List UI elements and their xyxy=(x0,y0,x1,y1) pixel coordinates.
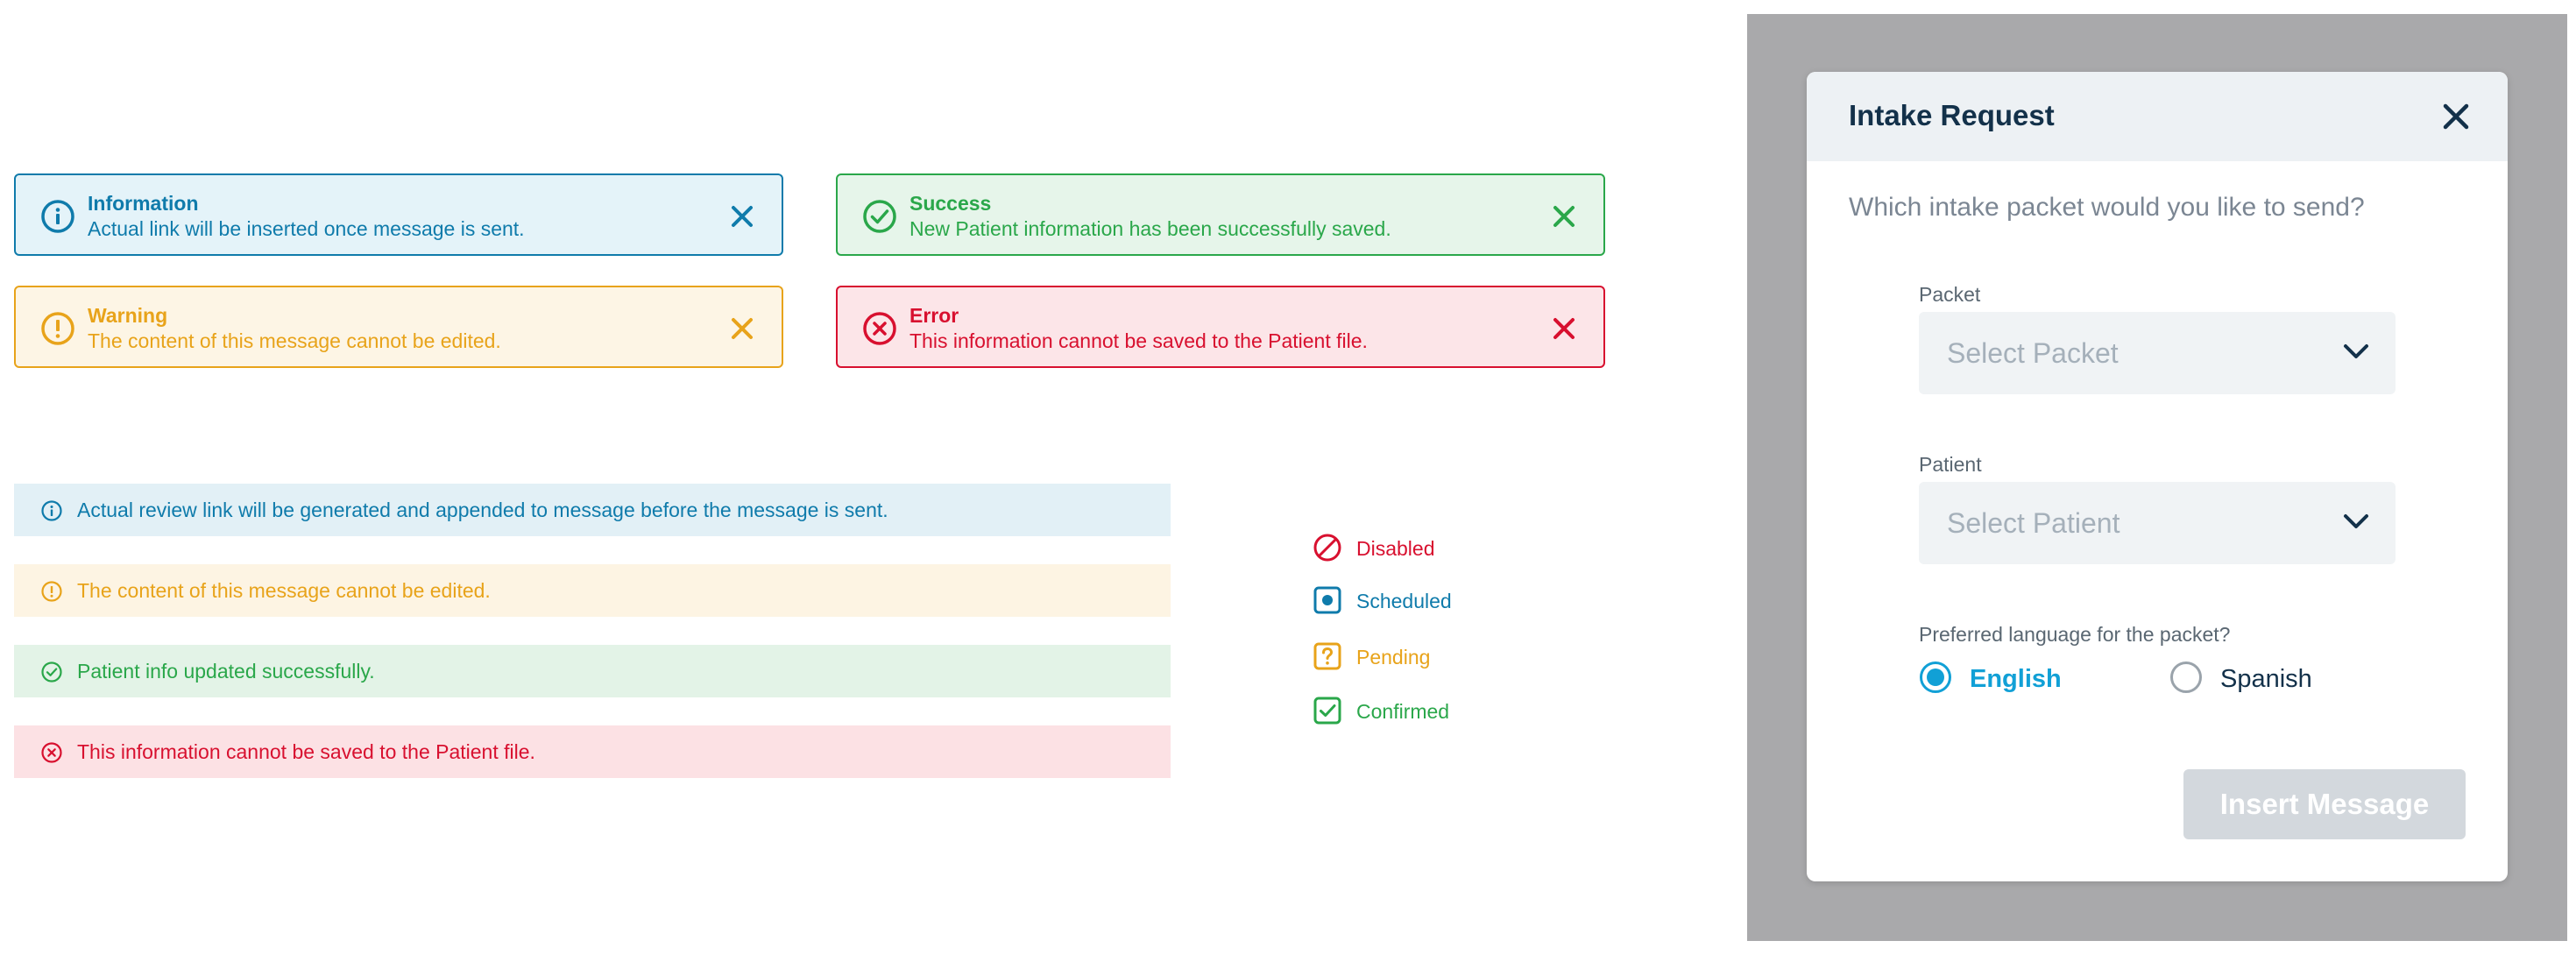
alert-title: Information xyxy=(88,192,199,215)
chevron-down-icon xyxy=(2343,342,2369,363)
alert-message: This information cannot be saved to the Patient file. xyxy=(909,329,1368,352)
close-icon[interactable] xyxy=(729,203,755,230)
alert-message: The content of this message cannot be edited. xyxy=(88,329,501,352)
banner-text: The content of this message cannot be edited. xyxy=(77,579,491,602)
modal-header xyxy=(1807,72,2508,161)
question-square-icon xyxy=(1313,641,1342,671)
alert-error-text xyxy=(909,303,1368,354)
modal-title: Intake Request xyxy=(1849,99,2055,131)
banner-success xyxy=(14,645,1171,697)
close-icon[interactable] xyxy=(2441,102,2471,131)
check-circle-icon xyxy=(862,199,897,234)
info-circle-icon xyxy=(40,199,75,234)
patient-select-placeholder: Select Patient xyxy=(1947,507,2120,539)
banner-warning xyxy=(14,564,1171,617)
status-label: Pending xyxy=(1356,646,1431,668)
banner-text: This information cannot be saved to the Patient file. xyxy=(77,740,535,763)
modal-question: Which intake packet would you like to send? xyxy=(1849,193,2365,222)
patient-label: Patient xyxy=(1919,453,1982,476)
banner-text: Actual review link will be generated and appended to message before the message is sent. xyxy=(77,499,888,521)
exclamation-circle-icon xyxy=(40,580,63,603)
packet-label: Packet xyxy=(1919,283,1981,306)
info-circle-icon xyxy=(40,499,63,522)
close-icon[interactable] xyxy=(729,315,755,342)
status-label: Confirmed xyxy=(1356,700,1450,723)
packet-select[interactable] xyxy=(1919,312,2396,394)
alert-information-text xyxy=(88,191,525,242)
insert-message-button[interactable]: Insert Message xyxy=(2183,769,2466,839)
check-circle-icon xyxy=(40,661,63,683)
x-circle-icon xyxy=(862,311,897,346)
close-icon[interactable] xyxy=(1551,203,1577,230)
patient-select[interactable] xyxy=(1919,482,2396,564)
banner-information xyxy=(14,484,1171,536)
banner-text: Patient info updated successfully. xyxy=(77,660,375,683)
alert-success xyxy=(836,173,1605,256)
alert-warning-text xyxy=(88,303,501,354)
status-label: Scheduled xyxy=(1356,590,1452,612)
language-label: Preferred language for the packet? xyxy=(1919,623,2231,646)
alert-title: Error xyxy=(909,304,959,327)
ban-icon xyxy=(1313,533,1342,562)
banner-error xyxy=(14,725,1171,778)
intake-request-modal xyxy=(1807,72,2508,881)
radio-label: English xyxy=(1970,665,2062,693)
close-icon[interactable] xyxy=(1551,315,1577,342)
scheduled-dot-icon xyxy=(1313,585,1342,615)
alert-error xyxy=(836,286,1605,368)
radio-label: Spanish xyxy=(2220,665,2312,693)
exclamation-circle-icon xyxy=(40,311,75,346)
alert-title: Success xyxy=(909,192,992,215)
alert-message: New Patient information has been successfully saved. xyxy=(909,217,1391,240)
alert-title: Warning xyxy=(88,304,168,327)
radio-unselected-icon xyxy=(2169,661,2203,694)
alert-warning xyxy=(14,286,783,368)
packet-select-placeholder: Select Packet xyxy=(1947,337,2119,369)
radio-selected-icon xyxy=(1919,661,1952,694)
alert-message: Actual link will be inserted once message is sent. xyxy=(88,217,525,240)
check-square-icon xyxy=(1313,696,1342,725)
chevron-down-icon xyxy=(2343,512,2369,533)
x-circle-icon xyxy=(40,741,63,764)
alert-success-text xyxy=(909,191,1391,242)
status-label: Disabled xyxy=(1356,537,1435,560)
alert-information xyxy=(14,173,783,256)
